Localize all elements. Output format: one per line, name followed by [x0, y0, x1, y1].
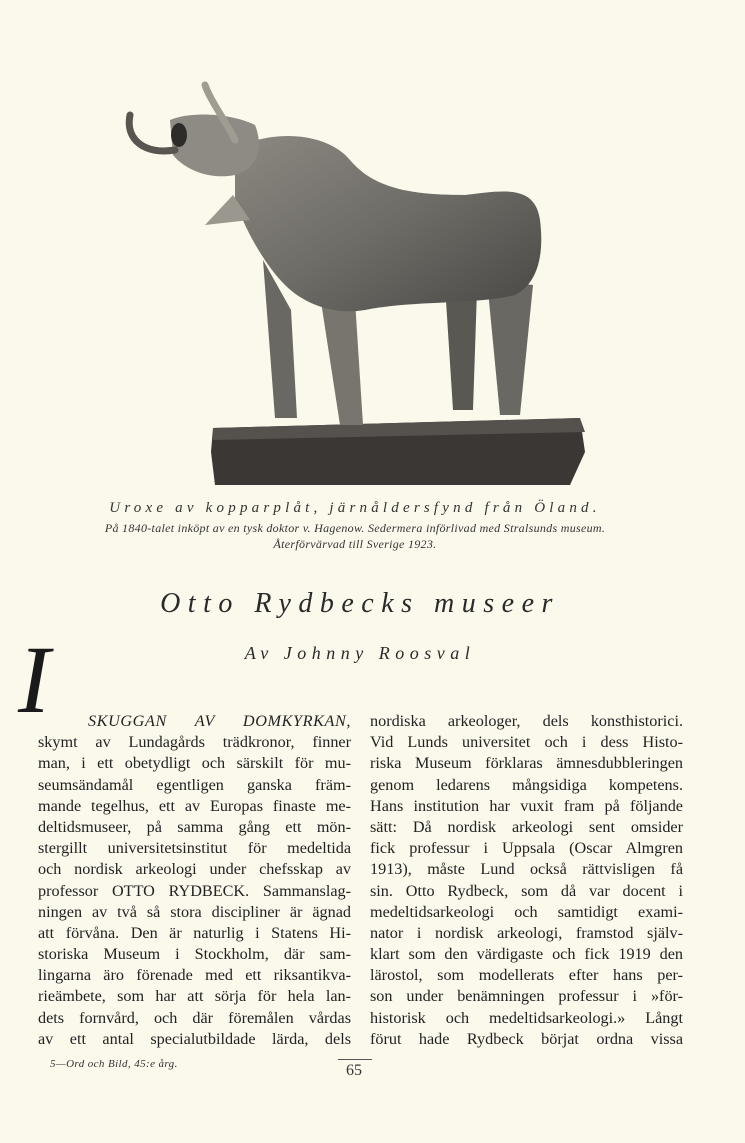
- text-line: mande tegelhus, ett av Europas finaste me-: [38, 796, 351, 815]
- text-line: professor OTTO RYDBECK. Sammanslag-: [38, 881, 351, 900]
- text-line: sin. Otto Rydbeck, som då var docent i: [370, 881, 683, 900]
- text-line: lärostol, som modellerats efter hans per-: [370, 966, 683, 985]
- text-line: 1913), måste Lund också rättvisligen få: [370, 860, 683, 879]
- text-line: seumsändamål egentligen ganska främ-: [38, 775, 351, 794]
- text-line: man, i ett obetydligt och särskilt för mu-: [38, 754, 351, 773]
- figure-caption-title: Uroxe av kopparplåt, järnåldersfynd från Öland.: [109, 500, 601, 516]
- text-line: av ett antal specialutbildade lärda, dels: [38, 1029, 351, 1048]
- text-line: stergillt universitetsinstitut för medeltida: [38, 839, 351, 858]
- text-line: dets fornvård, och där föremålen vårdas: [38, 1008, 351, 1027]
- text-line: son under benämningen professur i »för-: [370, 987, 683, 1006]
- article-title: Otto Rydbecks museer: [160, 588, 560, 619]
- text-line: riska Museum förklaras ämnesdubbleringen: [370, 754, 683, 773]
- text-line: rieämbete, som har att sörja för hela lan-: [38, 987, 351, 1006]
- figure-caption-line: På 1840-talet inköpt av en tysk doktor v. Hagenow. Sedermera införlivad med Stralsunds museum.: [104, 521, 606, 535]
- text-line: nator i nordisk arkeologi, framstod själv-: [370, 923, 683, 942]
- text-column-right: [370, 711, 683, 1050]
- text-line: genom ledarens mångsidiga kompetens.: [370, 775, 683, 794]
- page-number: 65: [346, 1062, 362, 1079]
- text-line: sätt: Då nordisk arkeologi sent omsider: [370, 817, 683, 836]
- text-line: ningen av två så stora discipliner är ägnad: [38, 902, 351, 921]
- text-line: fick professur i Uppsala (Oscar Almgren: [370, 839, 683, 858]
- drop-cap: I: [18, 626, 50, 733]
- text-line: deltidsmuseer, på samma gång ett mön-: [38, 817, 351, 836]
- text-line: nordiska arkeologer, dels konsthistorici.: [370, 712, 683, 730]
- page-number-rule: [338, 1059, 372, 1060]
- text-line: skymt av Lundagårds trädkronor, finner: [38, 733, 351, 752]
- text-line: att förvåna. Den är naturlig i Statens Hi-: [38, 923, 351, 942]
- footer-source: 5—Ord och Bild, 45:e årg.: [50, 1058, 178, 1070]
- text-line: historisk och medeltidsarkeologi.» Långt: [370, 1008, 683, 1027]
- text-line: förut hade Rydbeck börjat ordna vissa: [370, 1029, 683, 1048]
- aurochs-sculpture-photo: [115, 80, 595, 490]
- text-line: storiska Museum i Stockholm, där sam-: [38, 945, 351, 964]
- text-line: SKUGGAN AV DOMKYRKAN,: [88, 712, 351, 730]
- text-line: lingarna äro förenade med ett riksantikva-: [38, 966, 351, 985]
- text-line: Hans institution har vuxit fram på följande: [370, 796, 683, 815]
- text-line: Vid Lunds universitet och i dess Histo-: [370, 733, 683, 752]
- text-line: klart som den värdigaste och fick 1919 den: [370, 945, 683, 964]
- figure-caption-line: Återförvärvad till Sverige 1923.: [273, 537, 437, 551]
- text-column-left: [38, 711, 351, 1050]
- article-author: Av Johnny Roosval: [244, 643, 476, 663]
- text-line: och nordisk arkeologi under chefsskap av: [38, 860, 351, 879]
- text-line: medeltidsarkeologi och samtidigt exami-: [370, 902, 683, 921]
